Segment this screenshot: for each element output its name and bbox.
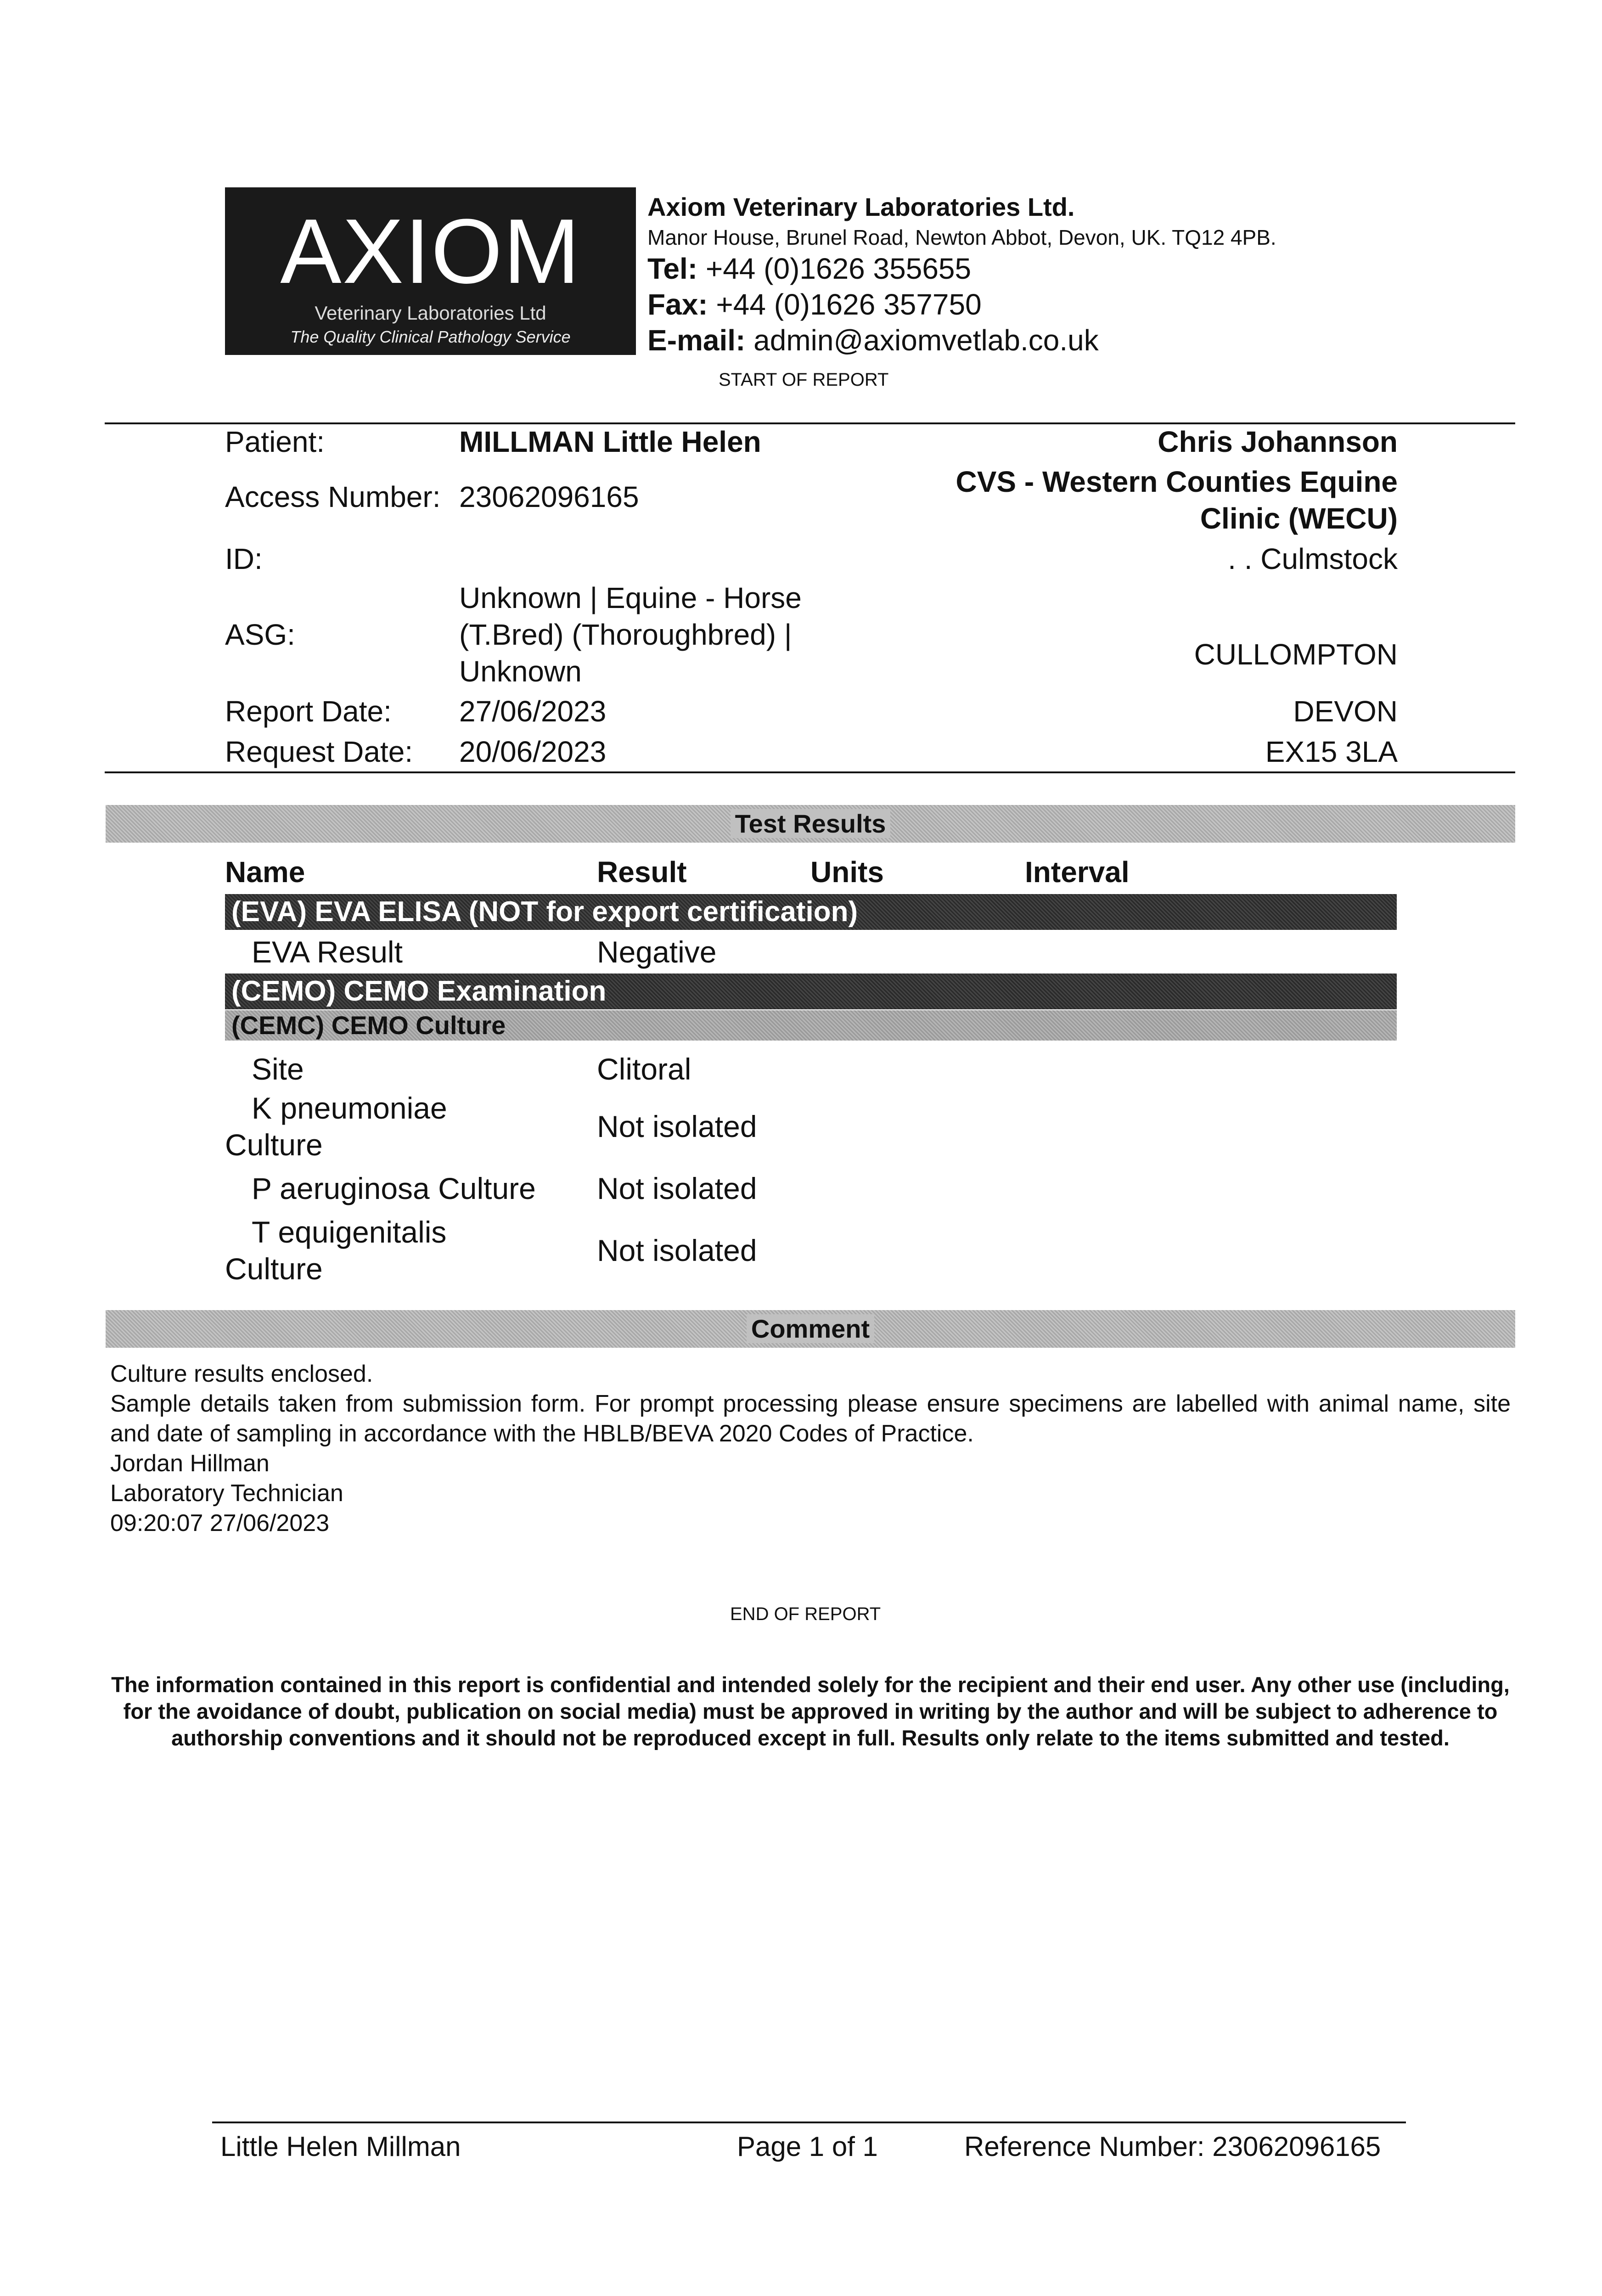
recipient-street: . . Culmstock [1228, 542, 1398, 575]
cemc-subgroup-header: (CEMC) CEMO Culture [225, 1010, 1397, 1041]
logo-subtitle: Veterinary Laboratories Ltd [315, 302, 546, 324]
asg-label: ASG: [225, 618, 295, 651]
comment-line-2: Sample details taken from submission form. For prompt processing please ensure specimens are labelled with animal name, site and date of sampling in accordance with the HBLB/BEVA 2020 Codes of Practice. [110, 1390, 1511, 1447]
request-date-label: Request Date: [225, 735, 413, 768]
t-equigenitalis-name-cont: Culture [225, 1252, 323, 1286]
patient-label: Patient: [225, 425, 325, 458]
p-aeruginosa-name: P aeruginosa Culture [252, 1171, 536, 1205]
confidentiality-disclaimer: The information contained in this report is confidential and intended solely for the recipient and their end user. Any other use (including, for the avoidance of doubt, publication on social media) must be approved in writing by the author and will be subject to adherence to authorship conventions and it should not be reproduced except in full. Results only relate to the items submitted and tested. [111, 1672, 1510, 1750]
logo-wordmark: AXIOM [280, 200, 581, 303]
column-name: Name [225, 855, 305, 889]
column-interval: Interval [1025, 855, 1130, 889]
recipient-county: DEVON [1293, 695, 1398, 728]
k-pneumoniae-name: K pneumoniae [252, 1091, 447, 1125]
comment-author: Jordan Hillman [110, 1450, 270, 1477]
column-result: Result [597, 855, 687, 889]
access-number: 23062096165 [459, 480, 639, 513]
asg-line-2: (T.Bred) (Thoroughbred) | [459, 618, 792, 651]
recipient-postcode: EX15 3LA [1265, 735, 1398, 768]
eva-group-header: (EVA) EVA ELISA (NOT for export certification) [225, 894, 1397, 930]
end-of-report: END OF REPORT [730, 1604, 881, 1624]
t-equigenitalis-name: T equigenitalis [252, 1215, 447, 1249]
id-label: ID: [225, 542, 263, 575]
recipient-clinic-line-2: Clinic (WECU) [1200, 502, 1398, 535]
lab-tel: Tel: +44 (0)1626 355655 [647, 252, 972, 285]
footer-divider [212, 2122, 1406, 2123]
comment-timestamp: 09:20:07 27/06/2023 [110, 1510, 330, 1536]
request-date: 20/06/2023 [459, 735, 607, 768]
column-units: Units [810, 855, 884, 889]
recipient-clinic-line-1: CVS - Western Counties Equine [956, 465, 1398, 498]
report-date: 27/06/2023 [459, 695, 607, 728]
lab-email: E-mail: admin@axiomvetlab.co.uk [647, 324, 1099, 357]
site-value: Clitoral [597, 1052, 691, 1086]
lab-fax: Fax: +44 (0)1626 357750 [647, 288, 982, 321]
start-of-report: START OF REPORT [719, 370, 889, 390]
k-pneumoniae-value: Not isolated [597, 1109, 757, 1143]
cemo-group-header: (CEMO) CEMO Examination [225, 974, 1397, 1009]
eva-result-value: Negative [597, 935, 717, 969]
axiom-logo [225, 187, 636, 355]
eva-result-name: EVA Result [252, 935, 403, 969]
recipient-town: CULLOMPTON [1194, 638, 1398, 671]
comment-header: Comment [106, 1310, 1515, 1348]
recipient-name: Chris Johannson [1158, 425, 1398, 458]
site-name: Site [252, 1052, 304, 1086]
footer-patient-name: Little Helen Millman [220, 2131, 461, 2162]
header-divider [105, 422, 1515, 424]
footer-page-number: Page 1 of 1 [737, 2131, 878, 2162]
comment-role: Laboratory Technician [110, 1480, 343, 1507]
lab-address: Manor House, Brunel Road, Newton Abbot, Devon, UK. TQ12 4PB. [647, 225, 1276, 249]
asg-line-1: Unknown | Equine - Horse [459, 581, 802, 614]
test-results-header: Test Results [106, 805, 1515, 843]
logo-tagline: The Quality Clinical Pathology Service [290, 327, 571, 346]
report-date-label: Report Date: [225, 695, 392, 728]
patient-name: MILLMAN Little Helen [459, 425, 761, 458]
t-equigenitalis-value: Not isolated [597, 1233, 757, 1267]
patient-divider [105, 771, 1515, 773]
asg-line-3: Unknown [459, 655, 582, 688]
lab-name: Axiom Veterinary Laboratories Ltd. [647, 192, 1075, 221]
p-aeruginosa-value: Not isolated [597, 1171, 757, 1205]
k-pneumoniae-name-cont: Culture [225, 1128, 323, 1162]
footer-reference-number: Reference Number: 23062096165 [964, 2131, 1381, 2162]
comment-body [110, 1359, 1511, 1538]
access-number-label: Access Number: [225, 480, 441, 513]
comment-line-1: Culture results enclosed. [110, 1361, 373, 1387]
